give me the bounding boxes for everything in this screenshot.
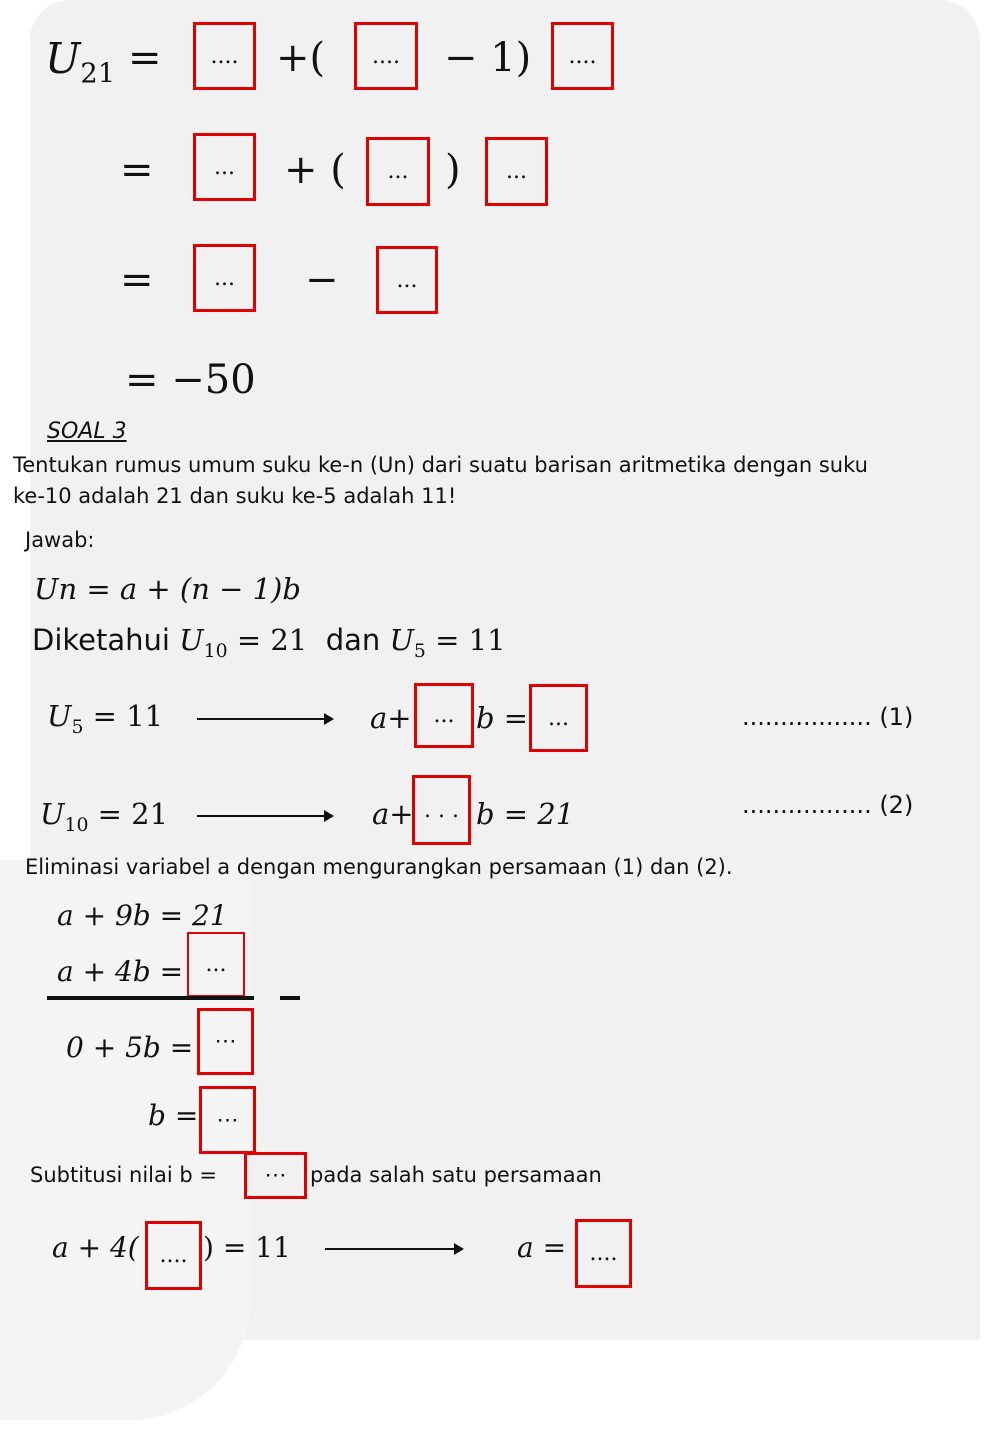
- result: = −50: [125, 357, 256, 403]
- blank-input[interactable]: ...: [187, 932, 245, 997]
- blank-input[interactable]: ⋯: [199, 1086, 256, 1154]
- operator: ): [445, 147, 461, 193]
- eq1-lhs: $U_5 = 11$: [47, 699, 164, 738]
- soal-heading: SOAL 3: [47, 419, 127, 444]
- blank-input[interactable]: ...: [193, 244, 256, 312]
- blank-input[interactable]: ....: [575, 1219, 632, 1288]
- blank-input[interactable]: ⋯: [244, 1152, 307, 1199]
- u21-label: $U_{21}$: [45, 34, 116, 90]
- eq1-term: a+: [370, 701, 412, 735]
- subtitusi-text: pada salah satu persamaan: [310, 1163, 602, 1187]
- eq2-lhs: $U_{10} = 21$: [40, 797, 169, 836]
- operator: − 1): [444, 35, 532, 81]
- elim-result: 0 + 5b =: [66, 1031, 194, 1064]
- final-equation: a + 4(: [52, 1231, 139, 1264]
- question-text: ke-10 adalah 21 dan suku ke-5 adalah 11!: [13, 484, 457, 508]
- b-equation: b =: [148, 1099, 199, 1132]
- subtraction-line: [47, 996, 254, 1000]
- equals: =: [120, 147, 154, 193]
- general-formula: Un = a + (n − 1)b: [34, 572, 301, 606]
- blank-input[interactable]: ...: [529, 684, 588, 752]
- subtitusi-text: Subtitusi nilai b =: [30, 1163, 217, 1187]
- a-equation: a =: [517, 1231, 567, 1264]
- blank-input[interactable]: ...: [414, 683, 474, 748]
- equation-ref-1: ................. (1): [742, 703, 914, 731]
- equals: =: [128, 35, 162, 81]
- elim-line-2: a + 4b =: [57, 955, 184, 988]
- minus-sign: [280, 996, 300, 1000]
- operator: + (: [284, 147, 346, 193]
- operator: −: [305, 257, 339, 303]
- eq2-term: b = 21: [476, 797, 575, 831]
- arrow-icon: [325, 1248, 462, 1250]
- blank-input[interactable]: ⋯: [197, 1008, 254, 1075]
- elim-line-1: a + 9b = 21: [57, 899, 228, 932]
- eliminasi-text: Eliminasi variabel a dengan mengurangkan persamaan (1) dan (2).: [25, 855, 733, 879]
- operator: +(: [276, 35, 326, 81]
- equals: =: [120, 257, 154, 303]
- eq2-term: a+: [372, 797, 414, 831]
- equation-ref-2: ................. (2): [742, 791, 914, 819]
- question-text: Tentukan rumus umum suku ke-n (Un) dari suatu barisan aritmetika dengan suku: [13, 453, 868, 477]
- blank-input[interactable]: . . .: [412, 775, 471, 845]
- arrow-icon: [197, 815, 332, 817]
- diketahui-line: Diketahui $U_{10} = 21$ dan $U_5 = 11$: [32, 623, 506, 662]
- blank-input[interactable]: ...: [366, 137, 430, 206]
- blank-input[interactable]: ....: [145, 1221, 202, 1290]
- blank-input[interactable]: ....: [354, 22, 418, 90]
- blank-input[interactable]: ...: [376, 246, 438, 314]
- blank-input[interactable]: ....: [551, 22, 614, 90]
- blank-input[interactable]: ...: [193, 133, 256, 201]
- blank-input[interactable]: ...: [485, 137, 548, 206]
- blank-input[interactable]: ....: [193, 22, 256, 90]
- jawab-label: Jawab:: [25, 528, 95, 552]
- final-equation: ) = 11: [203, 1231, 291, 1264]
- arrow-icon: [197, 718, 332, 720]
- eq1-term: b =: [476, 701, 529, 735]
